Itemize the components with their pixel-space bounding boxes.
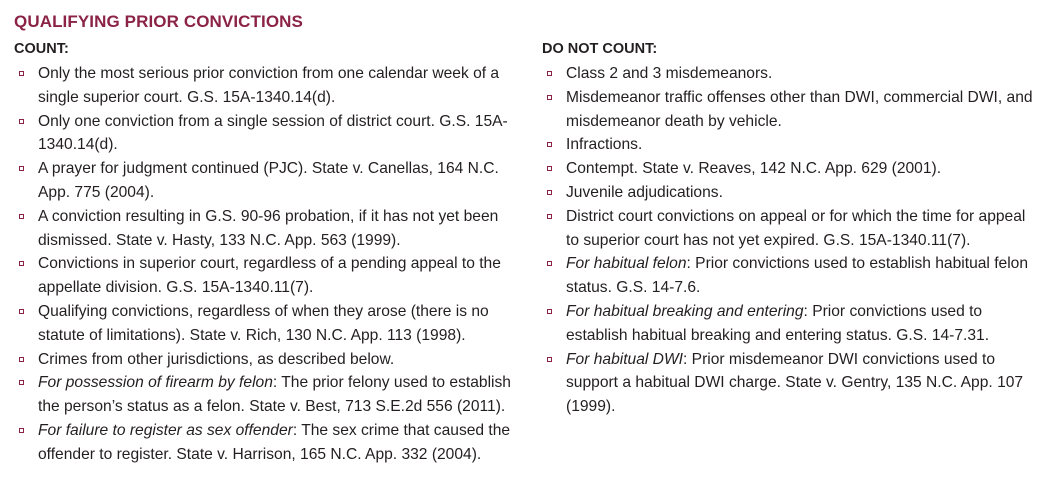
square-bullet-icon <box>19 428 24 433</box>
item-text: Crimes from other jurisdictions, as described below. <box>38 350 395 368</box>
square-bullet-icon <box>547 142 552 147</box>
do-not-count-column <box>542 40 1042 419</box>
list-item <box>542 86 1042 134</box>
square-bullet-icon <box>19 357 24 362</box>
list-item <box>542 205 1042 253</box>
item-text: Class 2 and 3 misdemeanors. <box>566 65 773 82</box>
square-bullet-icon <box>547 166 552 171</box>
count-list <box>14 62 529 467</box>
list-item <box>542 62 1042 86</box>
item-text: : Prior convictions used to establish habitual felon status. G.S. 14-7.6. <box>566 255 1029 297</box>
square-bullet-icon <box>19 261 24 266</box>
list-item <box>14 300 529 348</box>
list-item <box>14 205 529 253</box>
list-item <box>14 348 529 372</box>
item-lead: For habitual DWI <box>566 350 683 368</box>
square-bullet-icon <box>547 71 552 76</box>
square-bullet-icon <box>547 261 552 266</box>
list-item <box>542 181 1042 205</box>
list-item <box>542 133 1042 157</box>
item-text: Contempt. State v. Reaves, 142 N.C. App. 629 (2001). <box>566 160 942 178</box>
item-lead: For possession of firearm by felon <box>38 374 273 392</box>
list-item <box>14 371 529 419</box>
square-bullet-icon <box>19 166 24 171</box>
square-bullet-icon <box>547 95 552 100</box>
square-bullet-icon <box>19 71 24 76</box>
list-item <box>14 110 529 158</box>
list-item <box>542 300 1042 348</box>
item-text: : The prior felony used to establish the person’s status as a felon. State v. Best, 713 S.E.2d 556 (2011). <box>38 374 511 416</box>
list-item <box>14 157 529 205</box>
item-text: A conviction resulting in G.S. 90-96 probation, if it has not yet been dismissed. State v. Hasty, 133 N.C. App. 563 (1999). <box>38 207 499 249</box>
square-bullet-icon <box>19 309 24 314</box>
page-title: QUALIFYING PRIOR CONVICTIONS <box>14 12 303 31</box>
square-bullet-icon <box>19 214 24 219</box>
item-text: Qualifying convictions, regardless of when they arose (there is no statute of limitations). State v. Rich, 130 N.C. App. 113 (1998). <box>38 302 489 344</box>
item-lead: For failure to register as sex offender <box>38 421 293 439</box>
item-lead: For habitual breaking and entering <box>566 302 804 320</box>
square-bullet-icon <box>19 380 24 385</box>
list-item <box>542 157 1042 181</box>
list-item <box>14 62 529 110</box>
square-bullet-icon <box>19 119 24 124</box>
square-bullet-icon <box>547 357 552 362</box>
list-item <box>14 252 529 300</box>
list-item <box>542 348 1042 419</box>
square-bullet-icon <box>547 214 552 219</box>
square-bullet-icon <box>547 190 552 195</box>
do-not-count-list <box>542 62 1042 419</box>
item-text: District court convictions on appeal or for which the time for appeal to superior court has not yet expired. G.S. 15A-1340.11(7). <box>566 207 1026 249</box>
item-text: Infractions. <box>566 136 643 154</box>
item-text: Convictions in superior court, regardless of a pending appeal to the appellate division. G.S. 15A-1340.11(7). <box>38 255 501 297</box>
item-text: Only the most serious prior conviction from one calendar week of a single superior court. G.S. 15A-1340.14(d). <box>38 65 500 106</box>
count-heading: COUNT: <box>14 41 69 57</box>
square-bullet-icon <box>547 309 552 314</box>
item-text: A prayer for judgment continued (PJC). State v. Canellas, 164 N.C. App. 775 (2004). <box>38 160 499 201</box>
list-item <box>542 252 1042 300</box>
item-text: Juvenile adjudications. <box>566 183 723 201</box>
item-text: Only one conviction from a single session of district court. G.S. 15A-1340.14(d). <box>38 112 508 154</box>
item-text: : The sex crime that caused the offender to register. State v. Harrison, 165 N.C. App. 332 (2004). <box>38 421 511 463</box>
list-item <box>14 419 529 467</box>
item-text: : Prior misdemeanor DWI convictions used to support a habitual DWI charge. State v. Gentry, 135 N.C. App. 107 (1999). <box>566 350 1024 416</box>
item-text: : Prior convictions used to establish habitual breaking and entering status. G.S. 14-7.31. <box>566 302 990 344</box>
do-not-count-heading: DO NOT COUNT: <box>542 41 658 57</box>
item-lead: For habitual felon <box>566 255 687 273</box>
count-column <box>14 40 529 467</box>
item-text: Misdemeanor traffic offenses other than DWI, commercial DWI, and misdemeanor death by vehicle. <box>566 88 1033 130</box>
